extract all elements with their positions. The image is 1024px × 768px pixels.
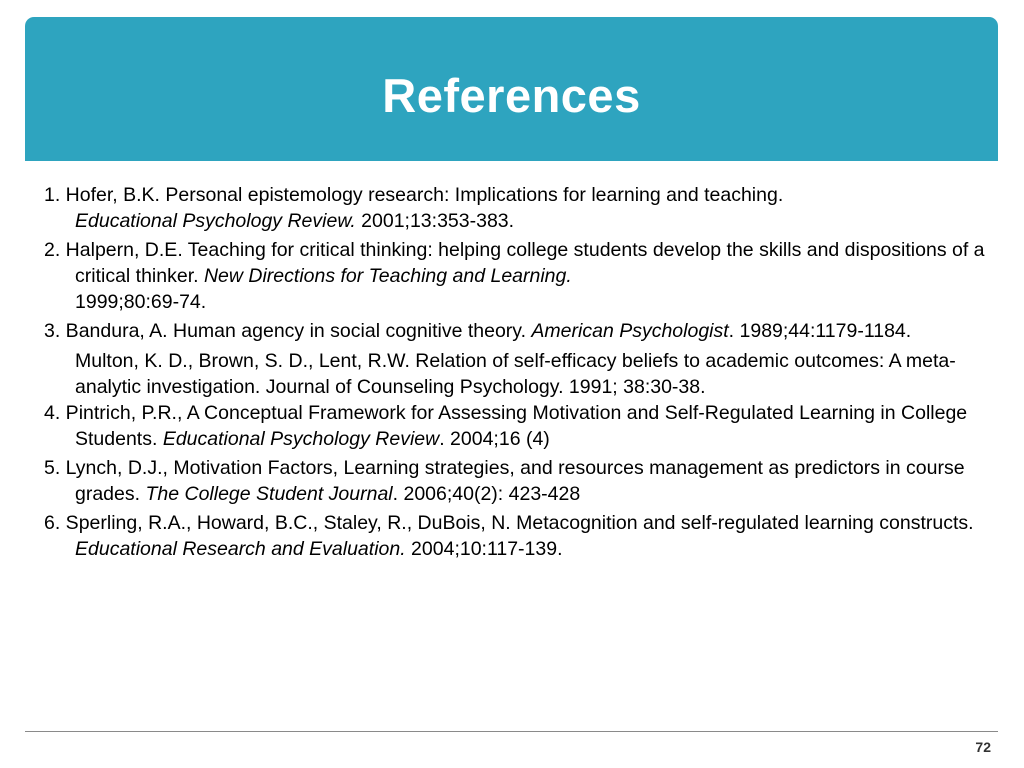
reference-number: 2. [44, 239, 61, 261]
title-bar [25, 17, 998, 161]
reference-item-2 [44, 237, 989, 315]
reference-journal: Educational Psychology Review. [75, 210, 356, 232]
reference-citation: . 2006;40(2): 423-428 [392, 483, 581, 505]
reference-journal: Educational Psychology Review [162, 428, 440, 450]
reference-number: 5. [44, 457, 61, 479]
reference-item-1 [44, 182, 989, 234]
reference-text: Lynch, D.J., Motivation Factors, Learning strategies, and resources management as predictors in course grades. [60, 457, 965, 505]
reference-list [44, 182, 989, 565]
reference-text: Bandura, A. Human agency in social cognitive theory. [60, 320, 526, 342]
reference-number: 1. [44, 184, 61, 206]
reference-text: Sperling, R.A., Howard, B.C., Staley, R., DuBois, N. Metacognition and self-regulated learning constructs. [60, 512, 974, 534]
reference-text: Halpern, D.E. Teaching for critical thinking: helping college students develop the skills and dispositions of a critical thinker. [60, 239, 985, 287]
reference-journal: American Psychologist [531, 320, 729, 342]
reference-citation: 2001;13:353-383. [355, 210, 515, 232]
reference-number: 4. [44, 402, 61, 424]
reference-item-3b [44, 348, 989, 400]
reference-citation: 2004;10:117-139. [405, 538, 563, 560]
reference-journal: The College Student Journal [145, 483, 393, 505]
reference-text: Pintrich, P.R., A Conceptual Framework for Assessing Motivation and Self-Regulated Learning in College Students. [60, 402, 968, 450]
reference-citation: 1999;80:69-74. [75, 291, 207, 313]
reference-item-5 [44, 455, 989, 507]
slide-title: References [382, 68, 641, 122]
page-number: 72 [975, 739, 991, 755]
reference-citation: . 2004;16 (4) [439, 428, 550, 450]
reference-text: Multon, K. D., Brown, S. D., Lent, R.W. Relation of self-efficacy beliefs to academic outcomes: A meta-analytic investigation. Journal of Counseling Psychology. 1991; 38:30-38. [75, 350, 956, 398]
footer-divider [25, 731, 998, 732]
reference-journal: Educational Research and Evaluation. [75, 538, 406, 560]
reference-item-6 [44, 510, 989, 562]
reference-text: Hofer, B.K. Personal epistemology research: Implications for learning and teaching. [60, 184, 784, 206]
reference-citation: . 1989;44:1179-1184. [728, 320, 912, 342]
reference-item-4 [44, 400, 989, 452]
reference-item-3 [44, 318, 989, 344]
reference-journal: New Directions for Teaching and Learning. [203, 265, 572, 287]
reference-number: 6. [44, 512, 61, 534]
reference-number: 3. [44, 320, 61, 342]
